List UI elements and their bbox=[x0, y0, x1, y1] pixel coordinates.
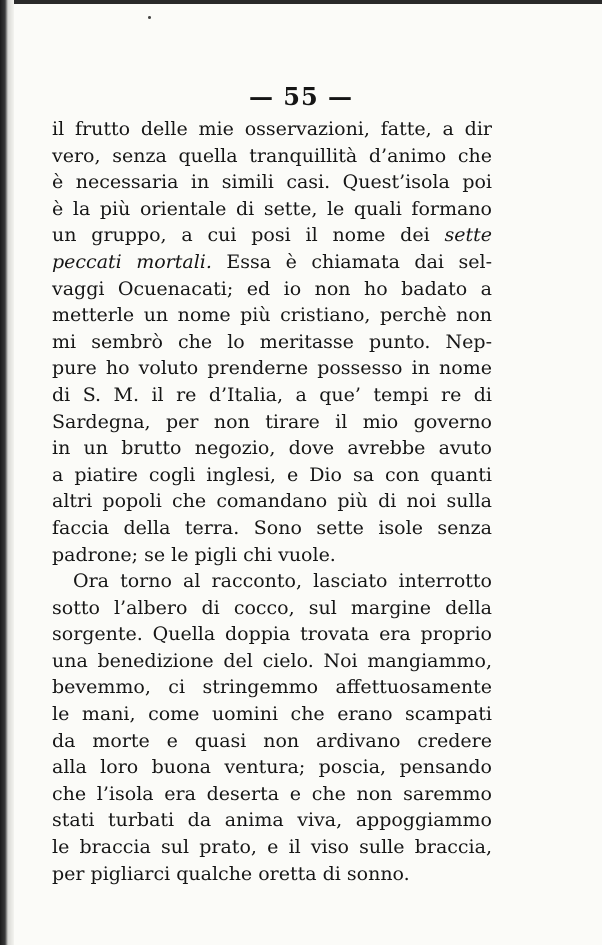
text-run: Essa è chiamata dai sel- bbox=[211, 250, 492, 273]
text-line: Ora torno al racconto, lasciato interrotto bbox=[73, 570, 492, 593]
text-line: sorgente. Quella doppia trovata era proprio bbox=[52, 623, 492, 646]
italic-run: peccati mortali. bbox=[52, 250, 212, 273]
text-line: a piatire cogli inglesi, e Dio sa con quanti bbox=[52, 463, 492, 486]
print-speck bbox=[148, 16, 151, 19]
body-text bbox=[52, 116, 492, 887]
text-line bbox=[52, 222, 492, 249]
page-top-edge bbox=[0, 0, 602, 4]
text-line: vaggi Ocuenacati; ed io non ho badato a bbox=[52, 277, 492, 300]
text-line: altri popoli che comandano più di noi sulla bbox=[52, 490, 492, 513]
text-line: da morte e quasi non ardivano credere bbox=[52, 729, 492, 752]
text-line: le mani, come uomini che erano scampati bbox=[52, 703, 492, 726]
text-line: il frutto delle mie osservazioni, fatte, a dir bbox=[52, 118, 492, 140]
text-run: un gruppo, a cui posi il nome dei bbox=[52, 224, 445, 247]
text-line: che l’isola era deserta e che non saremmo bbox=[52, 782, 492, 805]
text-line: le braccia sul prato, e il viso sulle braccia, bbox=[52, 836, 492, 859]
page-number: — 55 — bbox=[248, 82, 354, 111]
text-line: sotto l’albero di cocco, sul margine della bbox=[52, 596, 492, 619]
text-line: vero, senza quella tranquillità d’animo che bbox=[52, 144, 492, 167]
text-line: una benedizione del cielo. Noi mangiammo, bbox=[52, 649, 492, 672]
text-line: metterle un nome più cristiano, perchè non bbox=[52, 304, 492, 327]
text-line: pure ho voluto prenderne possesso in nome bbox=[52, 357, 492, 380]
text-line: padrone; se le pigli chi vuole. bbox=[52, 543, 336, 566]
text-line: per pigliarci qualche oretta di sonno. bbox=[52, 862, 410, 885]
text-line: Sardegna, per non tirare il mio governo bbox=[52, 410, 492, 433]
text-line: bevemmo, ci stringemmo affettuosamente bbox=[52, 676, 492, 699]
text-line: mi sembrò che lo meritasse punto. Nep- bbox=[52, 330, 492, 353]
text-line: stati turbati da anima viva, appoggiammo bbox=[52, 809, 492, 832]
text-line: in un brutto negozio, dove avrebbe avuto bbox=[52, 437, 492, 460]
text-line: di S. M. il re d’Italia, a que’ tempi re di bbox=[52, 383, 492, 406]
text-line: faccia della terra. Sono sette isole senza bbox=[52, 516, 492, 539]
page-binding-edge bbox=[0, 0, 14, 945]
text-line: alla loro buona ventura; poscia, pensando bbox=[52, 756, 492, 779]
text-line: è la più orientale di sette, le quali formano bbox=[52, 197, 492, 220]
text-line bbox=[52, 249, 492, 276]
italic-run: sette bbox=[444, 224, 492, 247]
text-line: è necessaria in simili casi. Quest’isola poi bbox=[52, 171, 492, 194]
